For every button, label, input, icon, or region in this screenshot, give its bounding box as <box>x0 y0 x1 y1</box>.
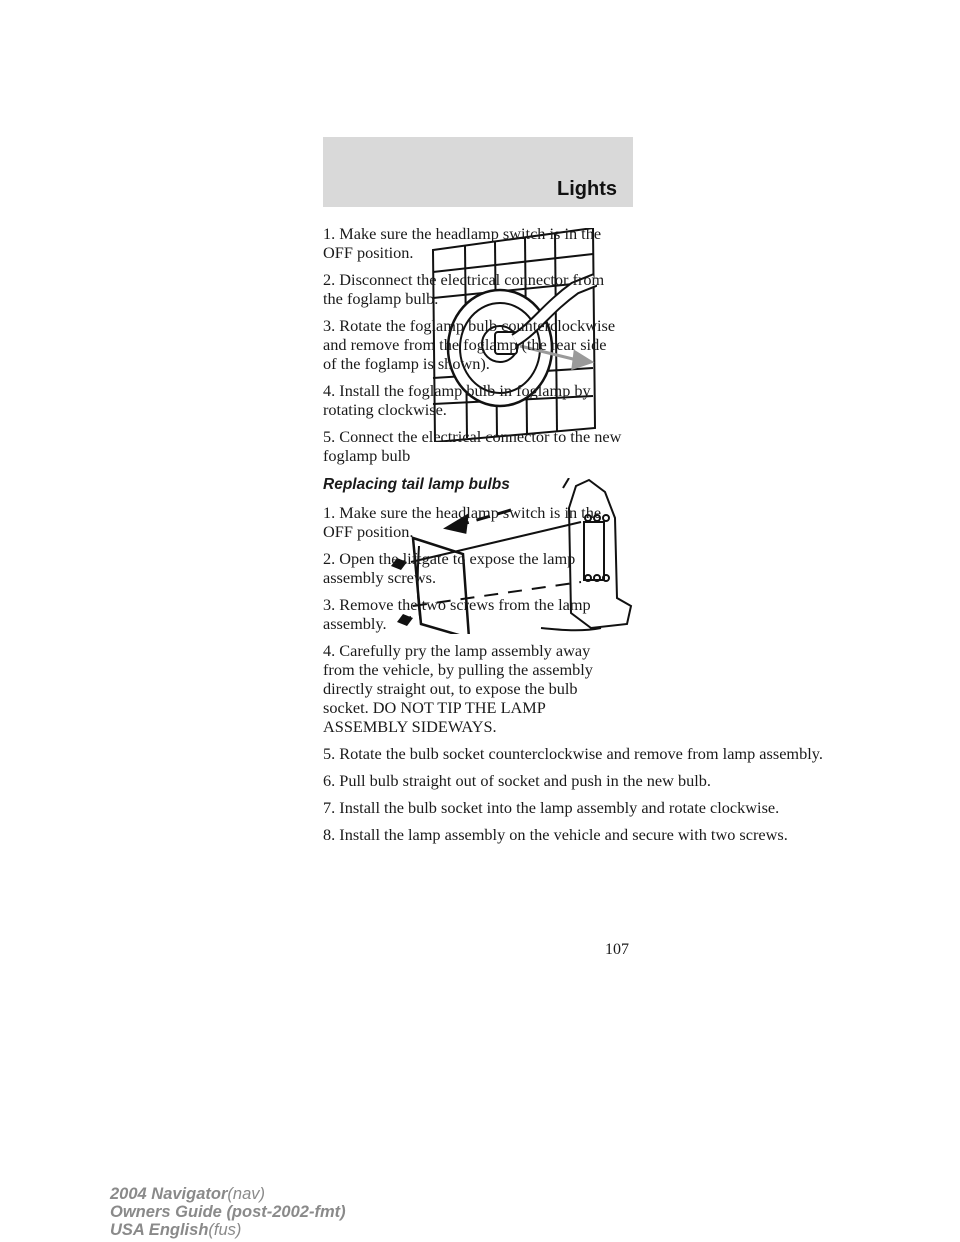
tail-step-7: 7. Install the bulb socket into the lamp assembly and rotate clockwise. <box>323 798 780 817</box>
foglamp-step-1: 1. Make sure the headlamp switch is in the OFF position. <box>323 224 602 262</box>
tail-step-3: 3. Remove the two screws from the lamp assembly. <box>323 595 591 633</box>
document-footer <box>110 1185 346 1239</box>
foglamp-step-3: 3. Rotate the foglamp bulb counterclockwise and remove from the foglamp (the rear side of the foglamp is shown). <box>323 316 616 373</box>
footer-guide-format: Owners Guide (post-2002-fmt) <box>110 1203 346 1221</box>
page-number: 107 <box>605 941 629 958</box>
foglamp-step-5: 5. Connect the electrical connector to the new foglamp bulb <box>323 427 622 465</box>
footer-language: USA English <box>110 1221 209 1239</box>
tail-step-6: 6. Pull bulb straight out of socket and push in the new bulb. <box>323 771 711 790</box>
tail-step-4: 4. Carefully pry the lamp assembly away from the vehicle, by pulling the assembly directly straight out, to expose the bulb socket. DO NOT TIP THE LAMP ASSEMBLY SIDEWAYS. <box>323 641 593 736</box>
tail-step-2: 2. Open the liftgate to expose the lamp assembly screws. <box>323 549 576 587</box>
footer-line-1 <box>110 1185 346 1203</box>
section-header-band <box>323 137 633 207</box>
tail-step-8: 8. Install the lamp assembly on the vehicle and secure with two screws. <box>323 825 788 844</box>
footer-line-3 <box>110 1221 346 1239</box>
foglamp-step-2: 2. Disconnect the electrical connector from the foglamp bulb. <box>323 270 605 308</box>
section-title: Lights <box>557 178 617 200</box>
foglamp-step-4: 4. Install the foglamp bulb in foglamp by rotating clockwise. <box>323 381 591 419</box>
footer-model: 2004 Navigator <box>110 1185 228 1203</box>
footer-line-2 <box>110 1203 346 1221</box>
instructions-text <box>323 224 823 852</box>
footer-language-code: (fus) <box>208 1221 242 1239</box>
footer-model-code: (nav) <box>227 1185 265 1203</box>
tail-lamp-heading: Replacing tail lamp bulbs <box>323 476 510 493</box>
tail-step-1: 1. Make sure the headlamp switch is in the OFF position. <box>323 503 602 541</box>
tail-step-5: 5. Rotate the bulb socket counterclockwise and remove from lamp assembly. <box>323 744 823 763</box>
